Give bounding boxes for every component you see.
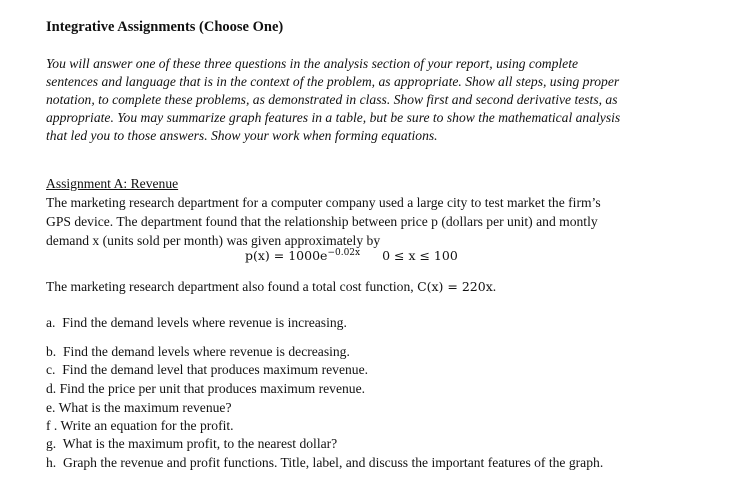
task-letter: e. [46, 400, 56, 415]
task-text: Write an equation for the profit. [60, 418, 234, 433]
cost-text: The marketing research department also found a total cost function, [46, 279, 418, 294]
task-item [46, 418, 234, 434]
task-item [46, 436, 337, 452]
equation-domain: 0 ≤ x ≤ 100 [382, 248, 458, 264]
problem-line: GPS device. The department found that the relationship between price p (dollars per unit) and montly [46, 214, 598, 229]
task-letter: d. [46, 381, 57, 396]
equation-lhs: p(x) = 1000e [245, 248, 328, 264]
task-letter: a. [46, 315, 56, 330]
task-letter: h. [46, 455, 57, 470]
cost-end: . [492, 279, 497, 294]
task-item [46, 400, 231, 416]
task-item [46, 381, 365, 397]
task-item [46, 362, 368, 378]
problem-line: demand x (units sold per month) was given approximately by [46, 233, 381, 248]
cost-function-sentence [46, 279, 496, 295]
instructions-paragraph [46, 55, 706, 145]
task-letter: f . [46, 418, 58, 433]
task-text: Find the demand level that produces maximum revenue. [62, 362, 369, 377]
task-item [46, 455, 603, 471]
document-title: Integrative Assignments (Choose One) [46, 19, 284, 35]
task-item [46, 315, 347, 331]
instructions-line: sentences and language that is in the context of the problem, as appropriate. Show all steps, using proper [46, 74, 620, 89]
task-text: Find the demand levels where revenue is decreasing. [63, 344, 350, 359]
equation-exponent: −0.02x [327, 248, 361, 258]
problem-line: The marketing research department for a computer company used a large city to test market the firm’s [46, 195, 601, 210]
task-text: Graph the revenue and profit functions. Title, label, and discuss the important features of the graph. [63, 455, 604, 470]
task-letter: g. [46, 436, 57, 451]
instructions-line: appropriate. You may summarize graph features in a table, but be sure to show the mathematical analysis [46, 110, 621, 125]
task-text: What is the maximum profit, to the nearest dollar? [62, 436, 338, 451]
task-letter: b. [46, 344, 57, 359]
instructions-line: You will answer one of these three questions in the analysis section of your report, using complete [46, 56, 579, 71]
task-text: Find the price per unit that produces maximum revenue. [59, 381, 366, 396]
problem-statement [46, 193, 716, 250]
task-letter: c. [46, 362, 56, 377]
task-text: Find the demand levels where revenue is increasing. [62, 315, 347, 330]
task-text: What is the maximum revenue? [58, 400, 232, 415]
task-item [46, 344, 350, 360]
cost-function: C(x) = 220x [417, 279, 493, 294]
assignment-heading: Assignment A: Revenue [46, 176, 179, 191]
instructions-line: that led you to those answers. Show your work when forming equations. [46, 128, 438, 143]
demand-equation [245, 248, 458, 263]
instructions-line: notation, to complete these problems, as demonstrated in class. Show first and second derivative tests, as [46, 92, 618, 107]
